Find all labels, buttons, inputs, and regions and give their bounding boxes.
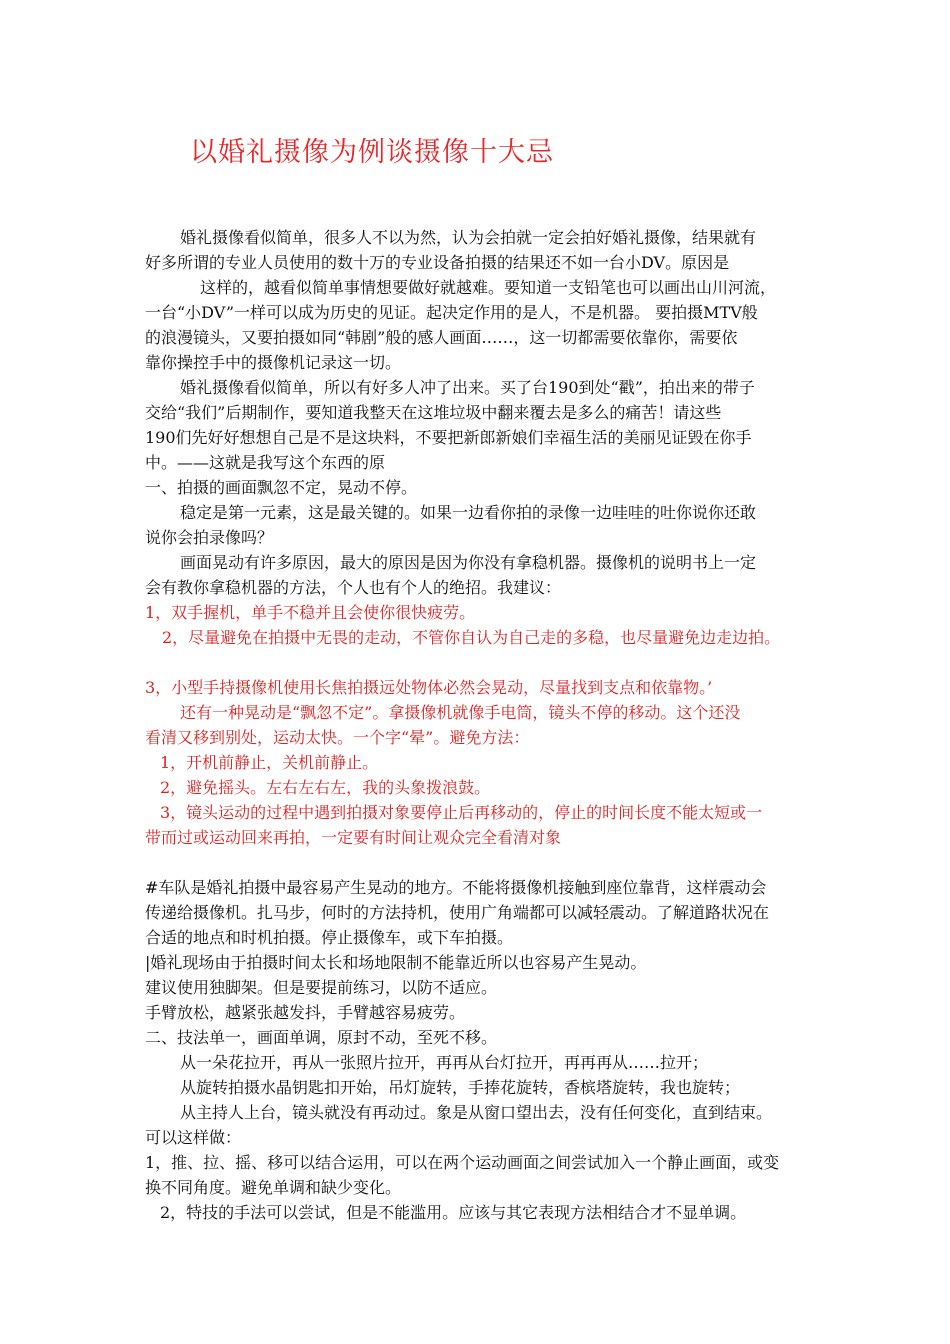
body-line: #车队是婚礼拍摄中最容易产生晃动的地方。不能将摄像机接触到座位靠背，这样震动会	[145, 878, 767, 897]
body-line: 靠你操控手中的摄像机记录这一切。	[145, 353, 402, 372]
tip-line: 带而过或运动回来再拍，一定要有时间让观众完全看清对象	[145, 828, 562, 847]
body-line: 手臂放松，越紧张越发抖，手臂越容易疲劳。	[145, 1003, 466, 1022]
body-line: 会有教你拿稳机器的方法，个人也有个人的绝招。我建议：	[145, 578, 562, 597]
body-line: 可以这样做：	[145, 1128, 242, 1147]
body-line: 传递给摄像机。扎马步，何时的方法持机，使用广角端都可以减轻震动。了解道路状况在	[145, 903, 770, 922]
body-line: 说你会拍录像吗？	[145, 528, 274, 547]
body-line: 婚礼摄像看似简单，很多人不以为然，认为会拍就一定会拍好婚礼摄像，结果就有	[180, 228, 757, 247]
tip-line: 3，小型手持摄像机使用长焦拍摄远处物体必然会晃动，尽量找到支点和依靠物。’	[145, 678, 713, 697]
body-line: |婚礼现场由于拍摄时间太长和场地限制不能靠近所以也容易产生晃动。	[145, 953, 647, 972]
tip-line: 3，镜头运动的过程中遇到拍摄对象要停止后再移动的，停止的时间长度不能太短或一	[160, 803, 763, 822]
body-line: 从旋转拍摄水晶钥匙扣开始，吊灯旋转，手捧花旋转，香槟塔旋转，我也旋转；	[180, 1078, 741, 1097]
document-title: 以婚礼摄像为例谈摄像十大忌	[190, 137, 554, 168]
section-heading: 一、拍摄的画面飘忽不定，晃动不停。	[145, 478, 418, 497]
body-line: 190们先好好想想自己是不是这块料，不要把新郎新娘们幸福生活的美丽见证毁在你手	[145, 428, 752, 447]
body-line: 的浪漫镜头，又要拍摄如同“韩剧”般的感人画面……，这一切都需要依靠你，需要依	[145, 328, 738, 347]
body-line: 中。——这就是我写这个东西的原	[145, 453, 386, 472]
body-line: 从一朵花拉开，再从一张照片拉开，再再从台灯拉开，再再再从……拉开；	[180, 1053, 709, 1072]
body-line: 1，推、拉、摇、移可以结合运用，可以在两个运动画面之间尝试加入一个静止画面，或变	[145, 1153, 780, 1172]
body-line: 合适的地点和时机拍摄。停止摄像车，或下车拍摄。	[145, 928, 514, 947]
body-line: 一台“小DV”一样可以成为历史的见证。起决定作用的是人，不是机器。 要拍摄MTV般	[145, 303, 758, 322]
tip-line: 1，开机前静止，关机前静止。	[160, 753, 379, 772]
body-line: 2，特技的手法可以尝试，但是不能滥用。应该与其它表现方法相结合才不显单调。	[160, 1203, 747, 1222]
body-line: 画面晃动有许多原因，最大的原因是因为你没有拿稳机器。摄像机的说明书上一定	[180, 553, 757, 572]
tip-line: 还有一种晃动是“飘忽不定”。拿摄像机就像手电筒，镜头不停的移动。这个还没	[180, 703, 741, 722]
body-line: 从主持人上台，镜头就没有再动过。象是从窗口望出去，没有任何变化，直到结束。	[180, 1103, 773, 1122]
body-line: 换不同角度。避免单调和缺少变化。	[145, 1178, 402, 1197]
body-line: 稳定是第一元素，这是最关键的。如果一边看你拍的录像一边哇哇的吐你说你还敢	[180, 503, 757, 522]
section-heading: 二、技法单一，画面单调，原封不动，至死不移。	[145, 1028, 498, 1047]
tip-line: 2，避免摇头。左右左右左，我的头象拨浪鼓。	[160, 778, 491, 797]
body-line: 建议使用独脚架。但是要提前练习，以防不适应。	[145, 978, 498, 997]
body-line: 这样的，越看似简单事情想要做好就越难。要知道一支铅笔也可以画出山川河流，	[200, 278, 777, 297]
tip-line: 看清又移到别处，运动太快。一个字“晕”。避免方法：	[145, 728, 530, 747]
body-line: 婚礼摄像看似简单，所以有好多人冲了出来。买了台190到处“戳”，拍出来的带子	[180, 378, 755, 397]
body-line: 好多所谓的专业人员使用的数十万的专业设备拍摄的结果还不如一台小DV。原因是	[145, 253, 730, 272]
tip-line: 2，尽量避免在拍摄中无畏的走动，不管你自认为自己走的多稳，也尽量避免边走边拍。	[162, 628, 781, 647]
tip-line: 1，双手握机，单手不稳并且会使你很快疲劳。	[145, 603, 476, 622]
body-line: 交给“我们”后期制作，要知道我整天在这堆垃圾中翻来覆去是多么的痛苦！请这些	[145, 403, 722, 422]
